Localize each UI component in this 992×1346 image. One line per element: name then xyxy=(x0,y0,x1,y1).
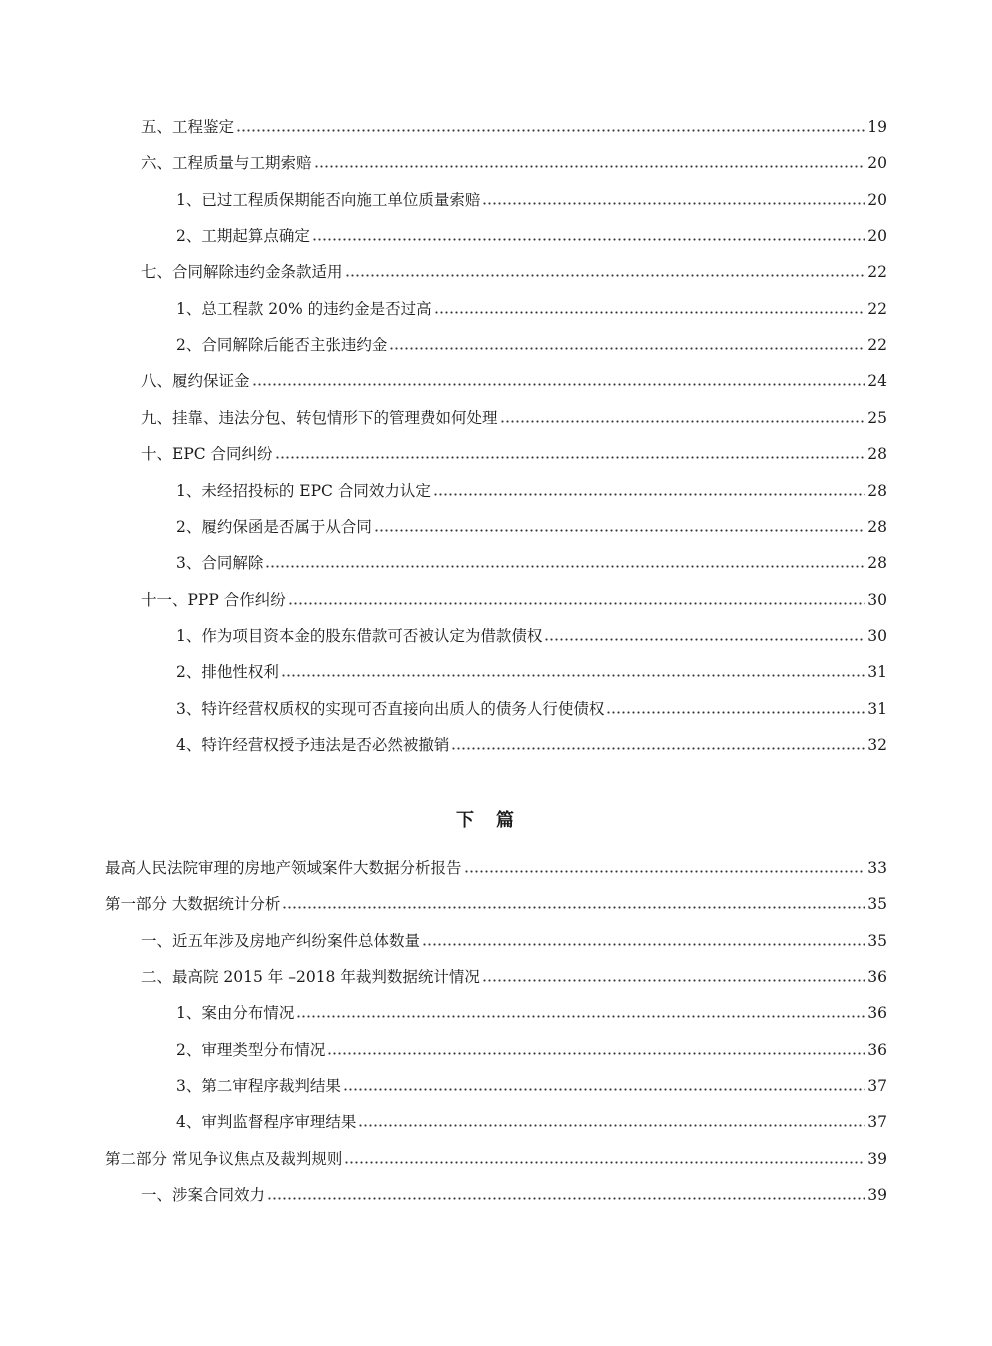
toc-entry-page-number: 36 xyxy=(867,1041,887,1059)
toc-entry-label: 2、履约保函是否属于从合同 xyxy=(176,518,372,536)
toc-entry[interactable] xyxy=(176,516,887,538)
toc-entry-page-number: 20 xyxy=(867,154,887,172)
toc-entry[interactable] xyxy=(176,480,887,502)
toc-entry-label: 4、特许经营权授予违法是否必然被撤销 xyxy=(176,736,450,754)
toc-entry-page-number: 22 xyxy=(867,300,887,318)
toc-entry-label: 六、工程质量与工期索赔 xyxy=(141,154,312,172)
toc-entry[interactable] xyxy=(141,589,887,611)
toc-entry-label: 八、履约保证金 xyxy=(141,372,250,390)
dot-leader xyxy=(267,1197,865,1200)
toc-entry[interactable] xyxy=(141,116,887,138)
toc-entry-page-number: 35 xyxy=(867,932,887,950)
toc-entry[interactable] xyxy=(141,1184,887,1206)
toc-entry-page-number: 28 xyxy=(867,445,887,463)
toc-entry-page-number: 31 xyxy=(867,700,887,718)
dot-leader xyxy=(275,456,866,459)
dot-leader xyxy=(327,1052,865,1055)
dot-leader xyxy=(282,906,865,909)
dot-leader xyxy=(434,311,866,314)
toc-entry-page-number: 39 xyxy=(867,1150,887,1168)
toc-entry[interactable] xyxy=(105,893,887,915)
toc-entry[interactable] xyxy=(176,225,887,247)
dot-leader xyxy=(374,529,865,532)
toc-entry-label: 一、涉案合同效力 xyxy=(141,1186,266,1204)
toc-entry-label: 第一部分 大数据统计分析 xyxy=(105,895,281,913)
toc-entry[interactable] xyxy=(176,734,887,756)
toc-entry[interactable] xyxy=(176,1111,887,1133)
toc-entry-label: 3、第二审程序裁判结果 xyxy=(176,1077,341,1095)
toc-entry-label: 2、排他性权利 xyxy=(176,663,279,681)
toc-entry-label: 第二部分 常见争议焦点及裁判规则 xyxy=(105,1150,343,1168)
toc-entry-label: 3、合同解除 xyxy=(176,554,264,572)
toc-entry-page-number: 20 xyxy=(867,227,887,245)
toc-entry-page-number: 36 xyxy=(867,1004,887,1022)
toc-entry-label: 4、审判监督程序审理结果 xyxy=(176,1113,357,1131)
toc-entry[interactable] xyxy=(141,152,887,174)
toc-entry[interactable] xyxy=(176,1002,887,1024)
toc-entry-page-number: 37 xyxy=(867,1113,887,1131)
toc-entry-page-number: 37 xyxy=(867,1077,887,1095)
dot-leader xyxy=(296,1015,865,1018)
toc-entry-label: 3、特许经营权质权的实现可否直接向出质人的债务人行使债权 xyxy=(176,700,605,718)
toc-entry-label: 十一、PPP 合作纠纷 xyxy=(141,591,286,609)
dot-leader xyxy=(344,1161,865,1164)
toc-entry-label: 2、工期起算点确定 xyxy=(176,227,310,245)
toc-entry-page-number: 22 xyxy=(867,336,887,354)
toc-entry-label: 七、合同解除违约金条款适用 xyxy=(141,263,343,281)
dot-leader xyxy=(482,979,865,982)
toc-entry[interactable] xyxy=(176,625,887,647)
toc-entry-label: 最高人民法院审理的房地产领域案件大数据分析报告 xyxy=(105,859,462,877)
section-heading: 下篇 xyxy=(456,810,536,831)
toc-entry-page-number: 28 xyxy=(867,482,887,500)
toc-entry[interactable] xyxy=(141,443,887,465)
toc-entry-page-number: 24 xyxy=(867,372,887,390)
toc-entry[interactable] xyxy=(141,370,887,392)
toc-entry-page-number: 28 xyxy=(867,554,887,572)
toc-entry-page-number: 19 xyxy=(867,118,887,136)
dot-leader xyxy=(358,1124,865,1127)
toc-entry-page-number: 33 xyxy=(867,859,887,877)
toc-entry[interactable] xyxy=(141,261,887,283)
toc-entry[interactable] xyxy=(141,966,887,988)
toc-entry-label: 2、合同解除后能否主张违约金 xyxy=(176,336,388,354)
dot-leader xyxy=(345,274,866,277)
toc-entry-label: 十、EPC 合同纠纷 xyxy=(141,445,273,463)
dot-leader xyxy=(288,602,866,605)
toc-entry-label: 一、近五年涉及房地产纠纷案件总体数量 xyxy=(141,932,421,950)
toc-entry-page-number: 39 xyxy=(867,1186,887,1204)
dot-leader xyxy=(314,165,866,168)
dot-leader xyxy=(312,238,865,241)
toc-entry[interactable] xyxy=(176,1075,887,1097)
toc-entry-page-number: 32 xyxy=(867,736,887,754)
toc-entry-label: 2、审理类型分布情况 xyxy=(176,1041,326,1059)
toc-entry-page-number: 30 xyxy=(867,627,887,645)
toc-entry-page-number: 22 xyxy=(867,263,887,281)
dot-leader xyxy=(422,943,865,946)
dot-leader xyxy=(544,638,865,641)
dot-leader xyxy=(281,674,865,677)
toc-entry[interactable] xyxy=(176,334,887,356)
dot-leader xyxy=(500,420,866,423)
toc-entry[interactable] xyxy=(176,698,887,720)
dot-leader xyxy=(451,747,865,750)
dot-leader xyxy=(236,129,865,132)
toc-entry-page-number: 36 xyxy=(867,968,887,986)
dot-leader xyxy=(252,383,866,386)
toc-entry-label: 1、总工程款 20% 的违约金是否过高 xyxy=(176,300,432,318)
dot-leader xyxy=(265,565,865,568)
toc-entry-page-number: 30 xyxy=(867,591,887,609)
toc-entry[interactable] xyxy=(176,298,887,320)
dot-leader xyxy=(464,870,866,873)
toc-entry-label: 1、案由分布情况 xyxy=(176,1004,295,1022)
toc-entry-label: 五、工程鉴定 xyxy=(141,118,235,136)
toc-entry[interactable] xyxy=(176,1039,887,1061)
toc-entry[interactable] xyxy=(176,189,887,211)
toc-entry-label: 二、最高院 2015 年 –2018 年裁判数据统计情况 xyxy=(141,968,480,986)
toc-entry[interactable] xyxy=(176,661,887,683)
toc-entry[interactable] xyxy=(105,1148,887,1170)
dot-leader xyxy=(606,711,865,714)
toc-entry-page-number: 31 xyxy=(867,663,887,681)
toc-entry[interactable] xyxy=(105,857,887,879)
dot-leader xyxy=(343,1088,865,1091)
toc-entry-label: 1、未经招投标的 EPC 合同效力认定 xyxy=(176,482,431,500)
toc-entry-page-number: 35 xyxy=(867,895,887,913)
toc-entry-page-number: 20 xyxy=(867,191,887,209)
dot-leader xyxy=(389,347,865,350)
toc-entry[interactable] xyxy=(176,552,887,574)
toc-entry-label: 1、作为项目资本金的股东借款可否被认定为借款债权 xyxy=(176,627,543,645)
toc-entry-page-number: 28 xyxy=(867,518,887,536)
toc-entry-page-number: 25 xyxy=(867,409,887,427)
toc-entry-label: 九、挂靠、违法分包、转包情形下的管理费如何处理 xyxy=(141,409,498,427)
toc-entry[interactable] xyxy=(141,407,887,429)
toc-entry[interactable] xyxy=(141,930,887,952)
toc-entry-label: 1、已过工程质保期能否向施工单位质量索赔 xyxy=(176,191,481,209)
dot-leader xyxy=(433,493,865,496)
dot-leader xyxy=(482,202,865,205)
